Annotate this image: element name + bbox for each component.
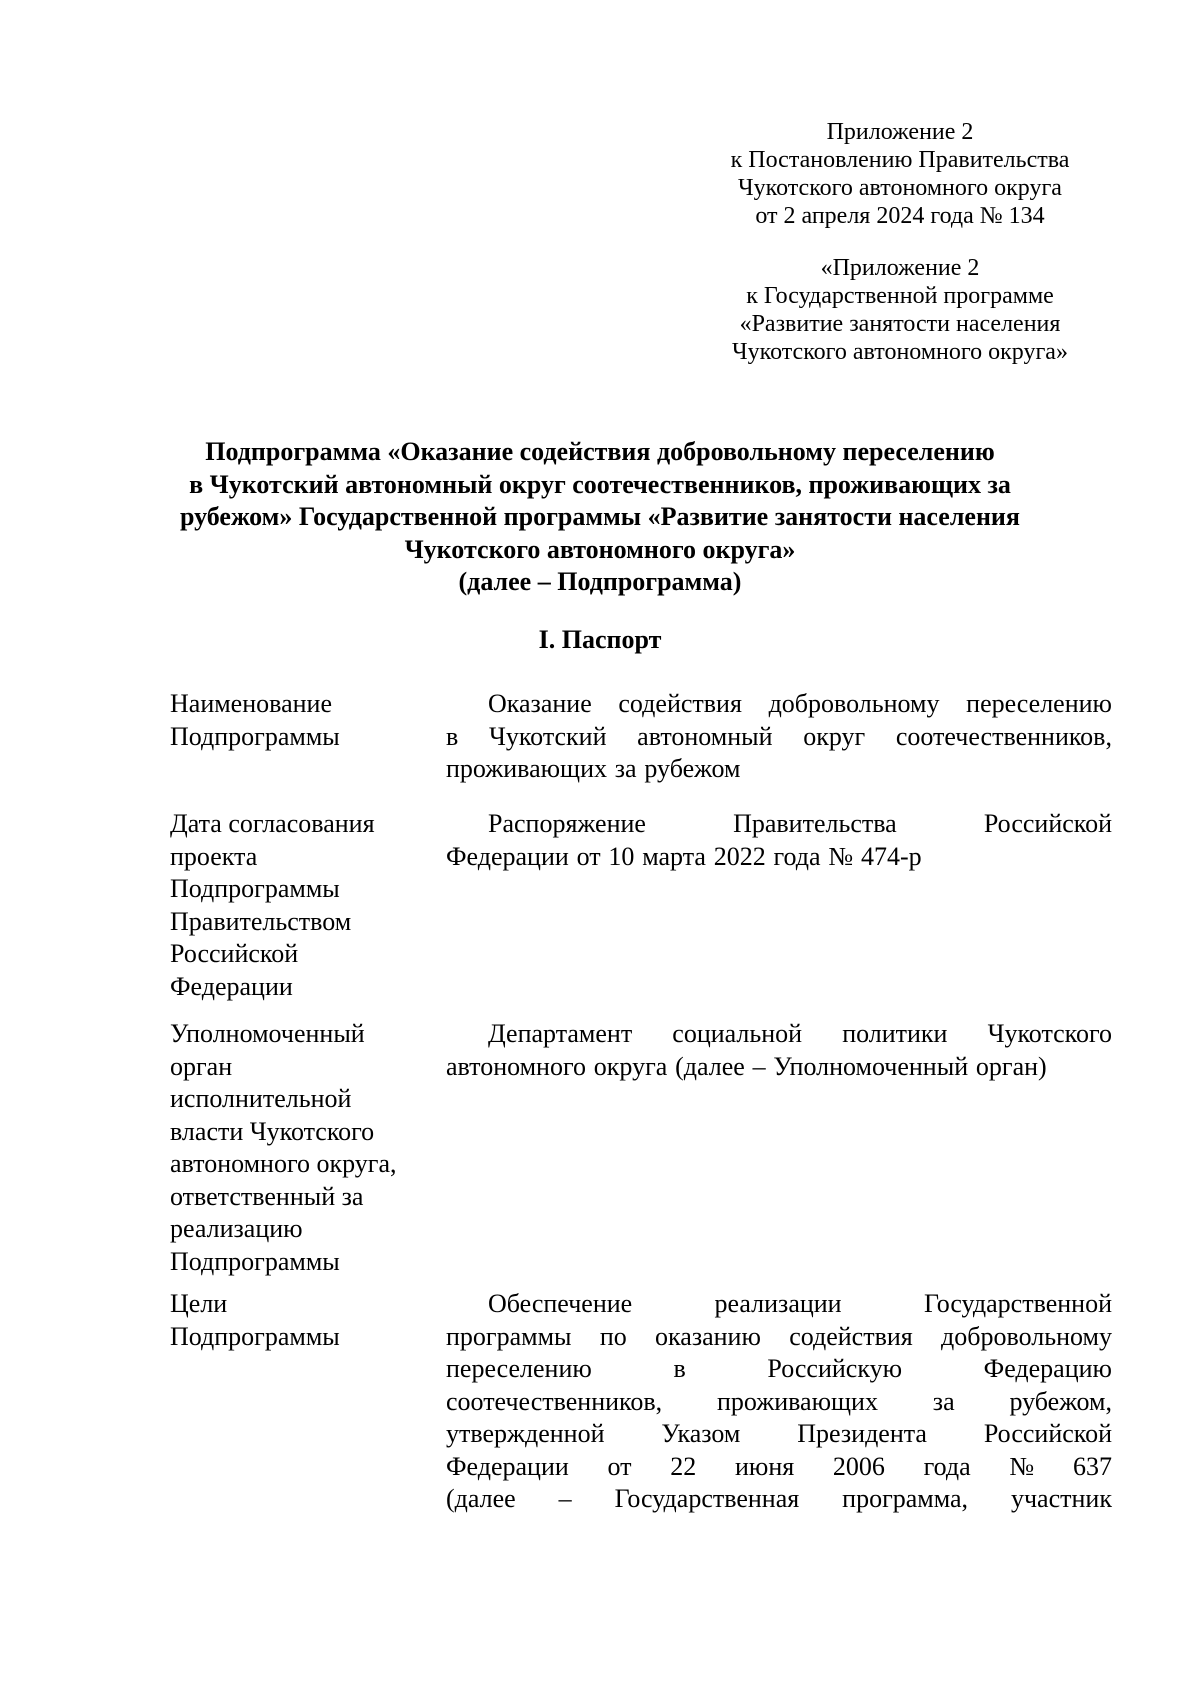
passport-value-word: содействия [618,689,742,718]
passport-value-line [446,721,1112,754]
passport-value-word: № [828,841,854,871]
appendix-program-line: к Государственной программе [746,283,1054,309]
passport-value-word: № [1009,1451,1035,1481]
passport-value-word: 22 [670,1451,697,1481]
passport-value-word: Федерации [446,841,569,871]
passport-label-line: Уполномоченный [170,1019,365,1048]
passport-value-word: добровольному [941,1321,1112,1351]
passport-label-line: Российской [170,939,299,968]
passport-value-word: Чукотского [987,1019,1112,1048]
passport-row [170,1018,1112,1278]
passport-value-word: Оказание [488,689,592,718]
passport-value-line [446,1483,1112,1516]
passport-value-word: Федерацию [983,1354,1112,1383]
passport-label-line: автономного округа, [170,1149,397,1178]
appendix-program-line: «Приложение 2 [820,255,980,281]
passport-label-line: Дата согласования [170,809,375,838]
passport-label-line: ответственный за [170,1181,364,1211]
passport-row-value [446,688,1112,786]
section-heading: I. Паспорт [538,625,662,654]
appendix-main-line: от 2 апреля 2024 года № 134 [755,203,1045,229]
passport-value-word: рубежом, [1009,1386,1112,1416]
passport-value-word: утвержденной [446,1419,605,1448]
passport-value-word: Федерации [446,1451,569,1481]
passport-label-line: Подпрограммы [170,721,340,751]
passport-value-word: автономный [637,721,773,751]
appendix-header-program [700,254,1100,366]
passport-value-line [446,808,1112,841]
passport-value-word: переселению [446,1354,592,1383]
passport-value-line [446,1353,1112,1386]
passport-value-word: Государственная [614,1484,800,1513]
title-line: (далее – Подпрограмма) [458,567,742,596]
passport-value-word: орган) [975,1051,1047,1081]
passport-row-value [446,1288,1112,1516]
passport-label-line: проекта [170,841,258,871]
passport-value-line [446,688,1112,721]
passport-value-word: от [607,1451,632,1481]
passport-value-word: автономного [446,1051,586,1081]
passport-value-word: переселению [966,689,1112,718]
title-line: Чукотского автономного округа» [404,534,796,564]
passport-value-word: Правительства [733,809,897,838]
passport-label-line: Подпрограммы [170,1321,340,1351]
passport-row-label [170,688,446,753]
passport-value-word: рубежом [644,754,741,783]
passport-value-word: 2022 [713,841,766,871]
passport-value-line [446,1386,1112,1419]
passport-label-line: реализацию [170,1214,303,1243]
passport-row [170,688,1112,786]
passport-value-word: соотечественников, [446,1386,663,1416]
passport-value-word: добровольному [768,689,940,718]
passport-value-word: Российскую [767,1354,903,1383]
passport-value-word: в [446,721,459,751]
passport-value-line [446,1451,1112,1484]
passport-value-word: Государственной [923,1289,1112,1318]
passport-value-line [446,1051,1112,1084]
title-line: рубежом» Государственной программы «Развитие занятости населения [180,502,1020,531]
passport-row [170,1288,1112,1516]
passport-value-word: Обеспечение [488,1289,633,1318]
passport-value-word: 2006 [832,1451,885,1481]
passport-value-word: Чукотский [488,721,607,751]
passport-row [170,808,1112,1003]
passport-row-value [446,1018,1112,1083]
passport-value-word: за [932,1386,955,1416]
passport-value-word: содействия [789,1321,913,1351]
passport-label-line: Наименование [170,689,332,718]
passport-value-word: 474-р [860,841,922,871]
passport-row-label [170,1288,446,1353]
passport-value-word: программа, [842,1484,969,1513]
passport-value-word: – [752,1051,766,1081]
appendix-main-line: Чукотского автономного округа [738,175,1062,201]
passport-value-word: соотечественников, [895,721,1112,751]
passport-value-word: Российской [983,809,1112,838]
title-line: в Чукотский автономный округ соотечественников, проживающих за [189,469,1011,499]
passport-value-word: по [599,1321,627,1351]
passport-value-word: проживающих [446,754,607,783]
passport-value-word: марта [642,841,706,871]
passport-value-word: оказанию [655,1321,761,1351]
appendix-program-line: Чукотского автономного округа» [732,339,1068,365]
passport-label-line: власти Чукотского [170,1116,375,1146]
passport-value-word: реализации [714,1289,842,1318]
passport-value-word: года [923,1451,971,1481]
passport-value-line [446,1018,1112,1051]
passport-value-word: 637 [1072,1451,1112,1481]
appendix-program-line: «Развитие занятости населения [739,311,1061,337]
passport-value-word: Российской [983,1419,1112,1448]
passport-value-word: округ [803,721,866,751]
passport-value-word: за [614,754,637,783]
passport-value-word: проживающих [716,1386,878,1416]
passport-value-word: Президента [797,1419,927,1448]
passport-value-word: Распоряжение [488,809,646,838]
passport-value-word: Уполномоченный [773,1051,969,1081]
appendix-header-main [700,118,1100,230]
passport-row-label [170,1018,446,1278]
passport-label-line: исполнительной [170,1084,352,1113]
passport-value-word: – [558,1484,572,1513]
passport-value-line [446,1321,1112,1354]
passport-value-word: июня [734,1451,795,1481]
passport-value-word: участник [1010,1484,1112,1513]
passport-value-word: Указом [661,1419,741,1448]
passport-value-line [446,1418,1112,1451]
passport-value-word: (далее [446,1484,516,1513]
passport-label-line: Правительством [170,906,352,936]
passport-row-label [170,808,446,1003]
appendix-main-line: к Постановлению Правительства [730,147,1070,173]
passport-value-line [446,841,1112,874]
title-line: Подпрограмма «Оказание содействия добровольному переселению [205,437,995,466]
passport-value-line [446,753,1112,786]
passport-label-line: Федерации [170,971,293,1001]
passport-value-word: Департамент [488,1019,633,1048]
passport-value-word: округа [593,1051,668,1081]
passport-value-word: (далее [675,1051,745,1081]
passport-value-word: от [576,841,601,871]
passport-value-word: программы [446,1321,572,1351]
document-title [150,436,1050,599]
passport-value-word: года [773,841,821,871]
passport-label-line: Цели [170,1289,228,1318]
passport-label-line: Подпрограммы [170,1246,340,1276]
passport-label-line: орган [170,1051,233,1081]
passport-value-word: 10 [608,841,635,871]
passport-label-line: Подпрограммы [170,874,340,903]
passport-value-word: социальной [672,1019,803,1048]
passport-row-value [446,808,1112,873]
passport-value-word: в [673,1354,686,1383]
passport-value-word: политики [842,1019,948,1048]
appendix-main-line: Приложение 2 [826,119,974,145]
passport-value-line [446,1288,1112,1321]
